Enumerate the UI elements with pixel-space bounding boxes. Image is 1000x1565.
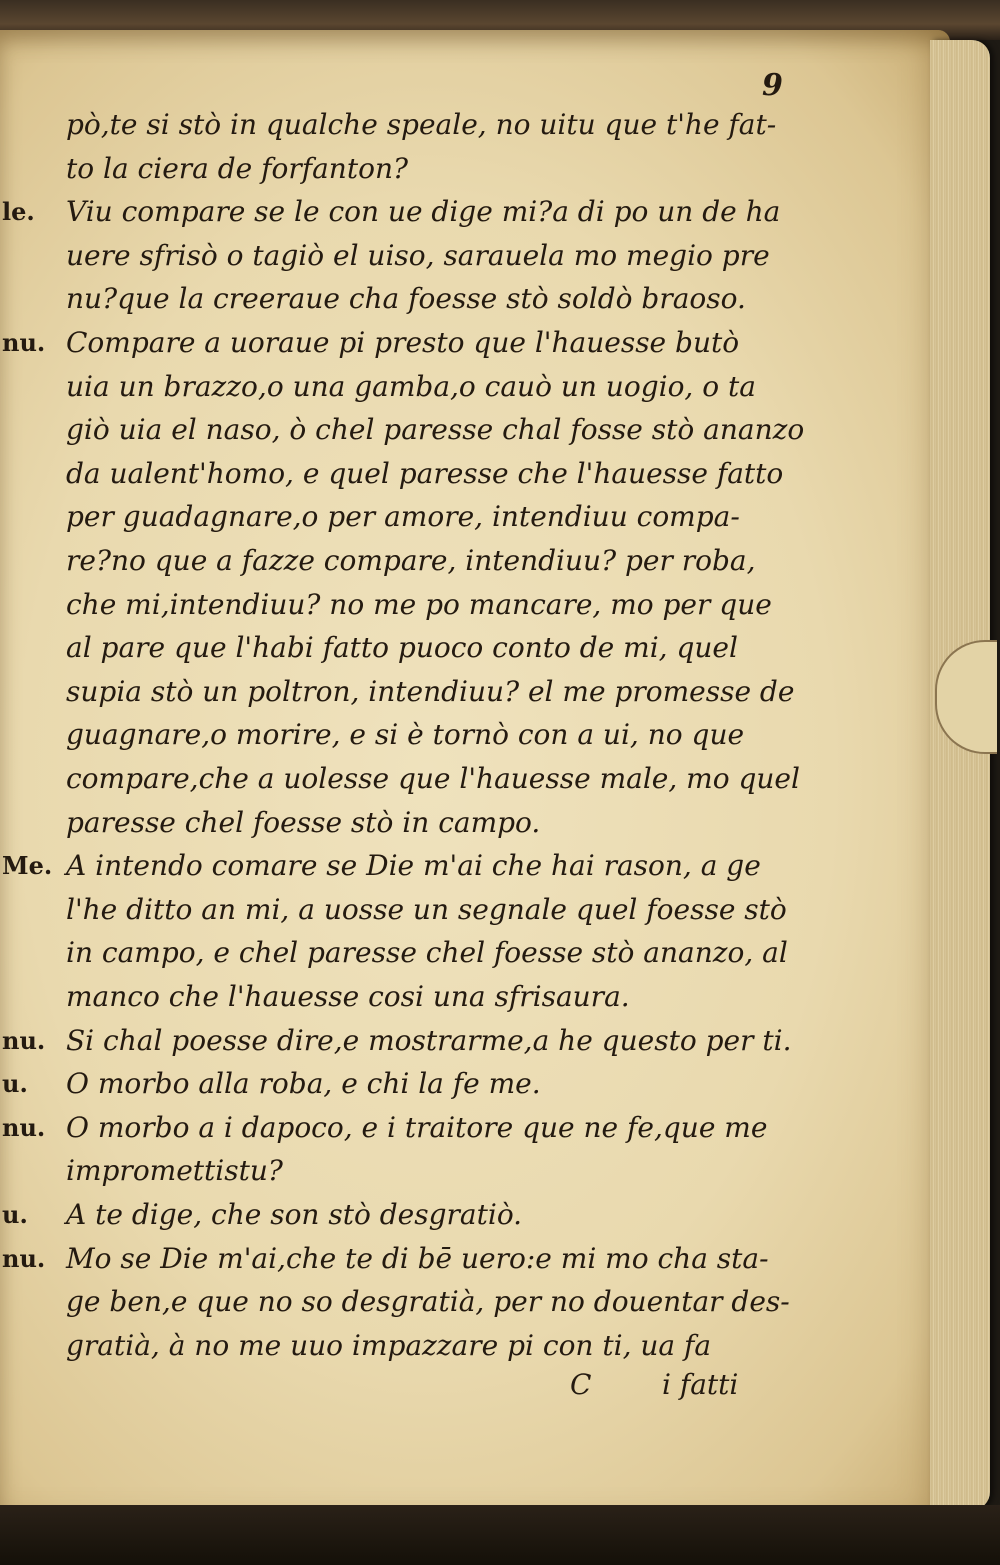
line-text: da ualent'homo, e quel paresse che l'hauesse fatto	[66, 456, 784, 490]
speaker-label: nu.	[2, 328, 46, 357]
text-line	[0, 147, 1000, 191]
line-text: impromettistu?	[66, 1154, 283, 1188]
text-line	[0, 321, 1000, 365]
line-text: uere sfrisò o tagiò el uiso, sarauela mo megio pre	[66, 238, 770, 272]
text-line	[0, 670, 1000, 714]
text-line	[0, 408, 1000, 452]
line-text: Viu compare se le con ue dige mi?a di po un de ha	[66, 195, 781, 229]
line-text: nu?que la creeraue cha foesse stò soldò braoso.	[66, 282, 746, 316]
book-bottom-edge	[0, 1505, 1000, 1565]
text-line	[0, 1019, 1000, 1063]
signature-mark: C	[570, 1368, 592, 1401]
text-line	[0, 234, 1000, 278]
text-line	[0, 1149, 1000, 1193]
line-text: giò uia el naso, ò chel paresse chal fosse stò ananzo	[66, 413, 805, 447]
text-line	[0, 844, 1000, 888]
text-line	[0, 1280, 1000, 1324]
speaker-label: nu.	[2, 1112, 46, 1142]
line-text: per guadagnare,o per amore, intendiuu compa-	[66, 500, 740, 534]
line-text: compare,che a uolesse que l'hauesse male, mo quel	[66, 762, 800, 795]
speaker-label: nu.	[2, 1025, 46, 1055]
speaker-label: u.	[2, 1069, 28, 1099]
text-line	[0, 539, 1000, 583]
text-line	[0, 190, 1000, 234]
speaker-label: nu.	[2, 1243, 46, 1273]
line-text: O morbo a i dapoco, e i traitore que ne fe,que me	[66, 1110, 768, 1144]
line-text: to la ciera de forfanton?	[66, 151, 408, 185]
line-text: che mi,intendiuu? no me po mancare, mo per que	[66, 587, 772, 621]
line-text: Mo se Die m'ai,che te di bē uero:e mi mo cha sta-	[66, 1241, 769, 1275]
line-text: l'he ditto an mi, a uosse un segnale quel foesse stò	[66, 892, 787, 926]
text-line	[0, 801, 1000, 845]
line-text: pò,te si stò in qualche speale, no uitu que t'he fat-	[66, 108, 777, 141]
text-line	[0, 757, 1000, 801]
text-line	[0, 931, 1000, 975]
line-text: ge ben,e que no so desgratià, per no douentar des-	[66, 1285, 790, 1319]
text-line	[0, 1106, 1000, 1150]
speaker-label: Me.	[2, 851, 53, 881]
text-line	[0, 277, 1000, 321]
catchword: i fatti	[662, 1368, 739, 1401]
text-line	[0, 888, 1000, 932]
speaker-label: le.	[2, 197, 35, 227]
line-text: Si chal poesse dire,e mostrarme,a he questo per ti.	[66, 1023, 792, 1057]
text-line	[0, 495, 1000, 539]
text-line	[0, 452, 1000, 496]
line-text: in campo, e chel paresse chel foesse stò ananzo, al	[66, 936, 788, 970]
speaker-label: u.	[2, 1200, 28, 1229]
line-text: paresse chel foesse stò in campo.	[66, 805, 541, 839]
text-line	[0, 1324, 1000, 1368]
text-line	[0, 975, 1000, 1019]
line-text: supia stò un poltron, intendiuu? el me promesse de	[66, 674, 795, 708]
line-text: Compare a uoraue pi presto que l'hauesse butò	[66, 326, 740, 359]
text-line	[0, 1062, 1000, 1106]
text-line	[0, 713, 1000, 757]
text-line	[0, 1193, 1000, 1237]
page-number: 9	[762, 68, 783, 103]
text-line	[0, 583, 1000, 627]
line-text: manco che l'hauesse cosi una sfrisaura.	[66, 980, 630, 1013]
line-text: gratià, à no me uuo impazzare pi con ti, ua fa	[66, 1328, 712, 1362]
line-text: uia un brazzo,o una gamba,o cauò un uogio, o ta	[66, 369, 756, 403]
line-text: A te dige, che son stò desgratiò.	[66, 1198, 523, 1231]
line-text: re?no que a fazze compare, intendiuu? per roba,	[66, 544, 756, 577]
text-line	[0, 626, 1000, 670]
line-text: al pare que l'habi fatto puoco conto de mi, quel	[66, 631, 738, 665]
line-text: guagnare,o morire, e si è tornò con a ui, no que	[66, 718, 745, 752]
text-line	[0, 365, 1000, 409]
line-text: A intendo comare se Die m'ai che hai rason, a ge	[66, 849, 761, 883]
text-line	[0, 103, 1000, 147]
line-text: O morbo alla roba, e chi la fe me.	[66, 1067, 541, 1101]
text-line	[0, 1237, 1000, 1281]
